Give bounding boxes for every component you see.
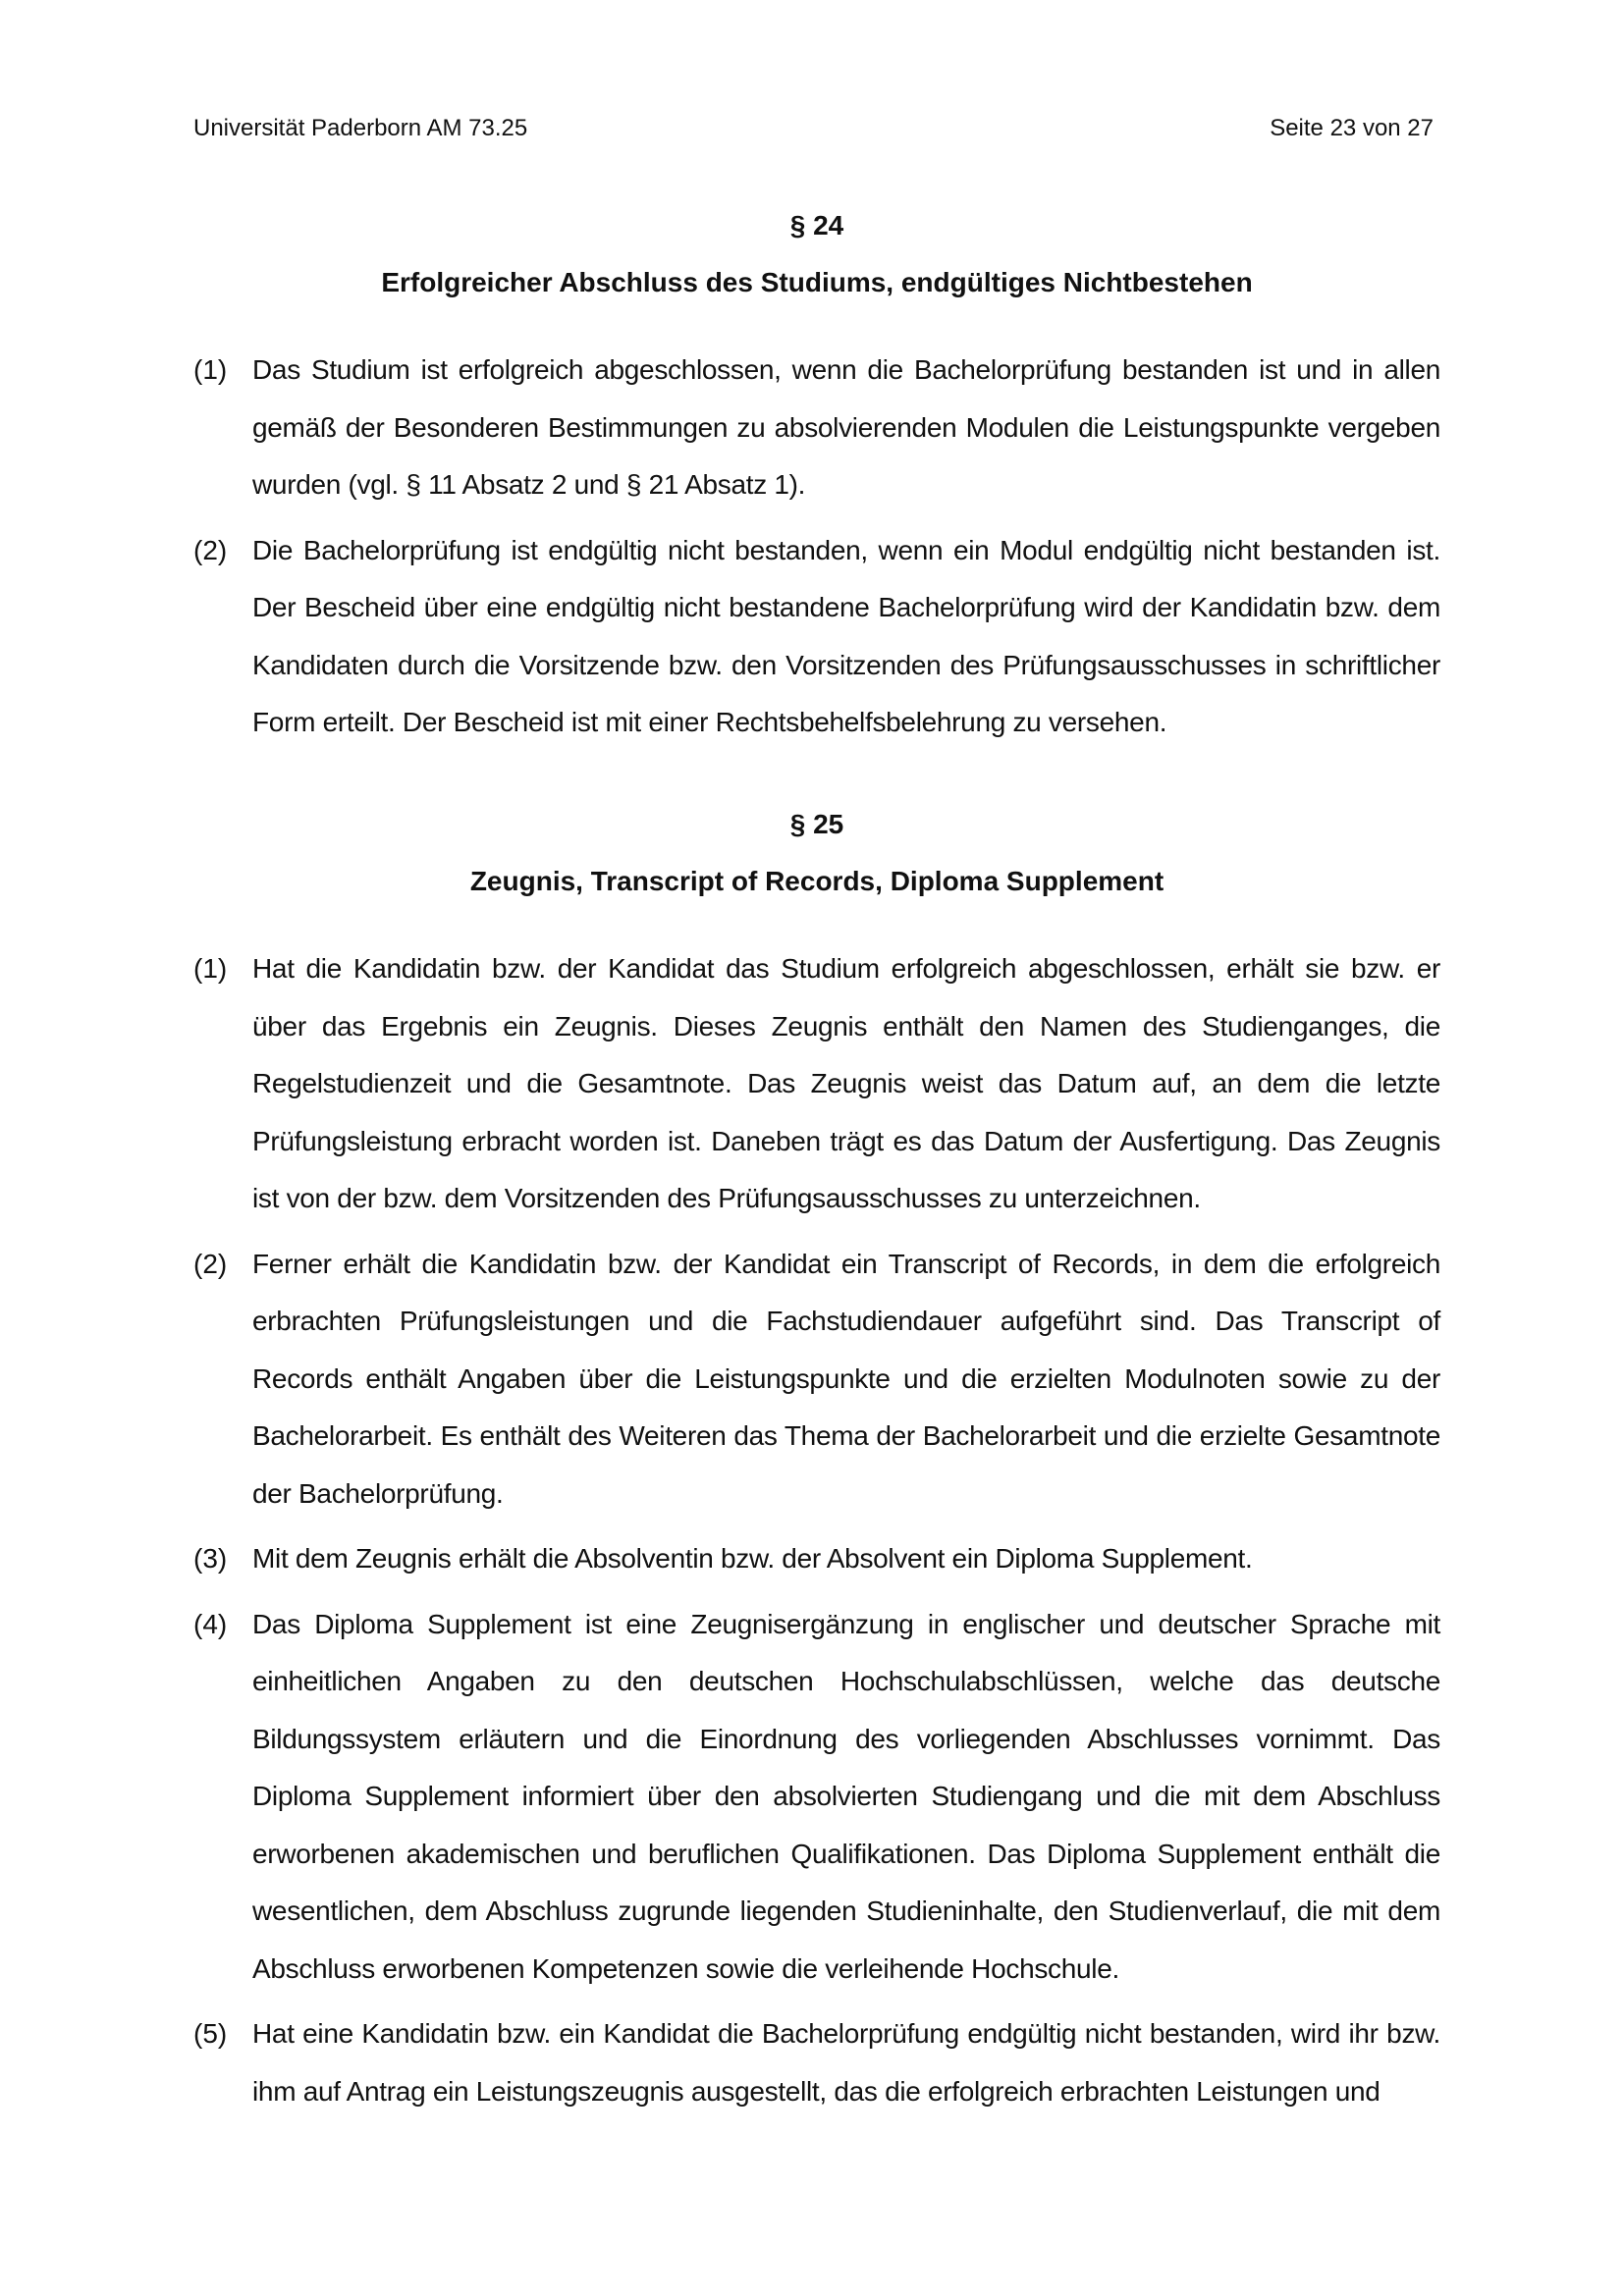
paragraph-text: Die Bachelorprüfung ist endgültig nicht bestanden, wenn ein Modul endgültig nicht bestanden ist. Der Bescheid über eine endgültig nicht bestandene Bachelorprüfung wird der Kandidatin bzw. dem Kandidaten durch die Vorsitzende bzw. den Vorsitzenden des Prüfungsausschusses in schriftlicher Form erteilt. Der Bescheid ist mit einer Rechtsbehelfsbelehrung zu versehen. — [252, 534, 1440, 737]
paragraph — [193, 1236, 1440, 1523]
paragraph-number: (5) — [193, 2018, 228, 2049]
section-number: § 24 — [789, 210, 844, 240]
paragraph-text: Das Studium ist erfolgreich abgeschlossen, wenn die Bachelorprüfung bestanden ist und in allen gemäß der Besonderen Bestimmungen zu absolvierenden Modulen die Leistungspunkte vergeben wurden (vgl. § 11 Absatz 2 und § 21 Absatz 1). — [252, 354, 1440, 500]
paragraph-list — [193, 342, 1440, 752]
paragraph-number: (2) — [193, 534, 228, 565]
paragraph — [193, 1596, 1440, 1999]
paragraph-text: Hat eine Kandidatin bzw. ein Kandidat die Bachelorprüfung endgültig nicht bestanden, wird ihr bzw. ihm auf Antrag ein Leistungszeugnis ausgestellt, das die erfolgreich erbrachten Leistungen und — [252, 2018, 1440, 2107]
paragraph — [193, 522, 1440, 752]
paragraph-list — [193, 940, 1440, 2120]
header-page-number: Seite 23 von 27 — [1270, 115, 1434, 141]
paragraph-text: Mit dem Zeugnis erhält die Absolventin bzw. der Absolvent ein Diploma Supplement. — [252, 1543, 1253, 1574]
paragraph-text: Ferner erhält die Kandidatin bzw. der Kandidat ein Transcript of Records, in dem die erfolgreich erbrachten Prüfungsleistungen und die Fachstudiendauer aufgeführt sind. Das Transcript of Records enthält Angaben über die Leistungspunkte und die erzielten Modulnoten sowie zu der Bachelorarbeit. Es enthält des Weiteren das Thema der Bachelorarbeit und die erzielte Gesamtnote der Bachelorprüfung. — [252, 1248, 1440, 1509]
section-title: Zeugnis, Transcript of Records, Diploma Supplement — [469, 866, 1164, 896]
paragraph-text: Das Diploma Supplement ist eine Zeugnisergänzung in englischer und deutscher Sprache mit einheitlichen Angaben zu den deutschen Hochschulabschlüssen, welche das deutsche Bildungssystem erläutern und die Einordnung des vorliegenden Abschlusses vornimmt. Das Diploma Supplement informiert über den absolvierten Studiengang und die mit dem Abschluss erworbenen akademischen und beruflichen Qualifikationen. Das Diploma Supplement enthält die wesentlichen, dem Abschluss zugrunde liegenden Studieninhalte, den Studienverlauf, die mit dem Abschluss erworbenen Kompetenzen sowie die verleihende Hochschule. — [252, 1608, 1440, 1984]
paragraph-number: (1) — [193, 953, 228, 984]
paragraph — [193, 2005, 1440, 2120]
paragraph-number: (1) — [193, 354, 228, 385]
header-document-reference: Universität Paderborn AM 73.25 — [193, 115, 528, 141]
section-25 — [193, 807, 1440, 2128]
paragraph-text: Hat die Kandidatin bzw. der Kandidat das Studium erfolgreich abgeschlossen, erhält sie bzw. er über das Ergebnis ein Zeugnis. Dieses Zeugnis enthält den Namen des Studienganges, die Regelstudienzeit und die Gesamtnote. Das Zeugnis weist das Datum auf, an dem die letzte Prüfungsleistung erbracht worden ist. Daneben trägt es das Datum der Ausfertigung. Das Zeugnis ist von der bzw. dem Vorsitzenden des Prüfungsausschusses zu unterzeichnen. — [252, 953, 1440, 1213]
running-header — [193, 111, 1434, 146]
paragraph-number: (2) — [193, 1248, 228, 1279]
paragraph-number: (3) — [193, 1543, 228, 1574]
paragraph — [193, 342, 1440, 514]
section-number: § 25 — [789, 809, 844, 839]
section-24 — [193, 208, 1440, 760]
section-title: Erfolgreicher Abschluss des Studiums, endgültiges Nichtbestehen — [381, 267, 1253, 297]
paragraph — [193, 940, 1440, 1228]
paragraph-number: (4) — [193, 1608, 228, 1639]
paragraph — [193, 1530, 1440, 1588]
